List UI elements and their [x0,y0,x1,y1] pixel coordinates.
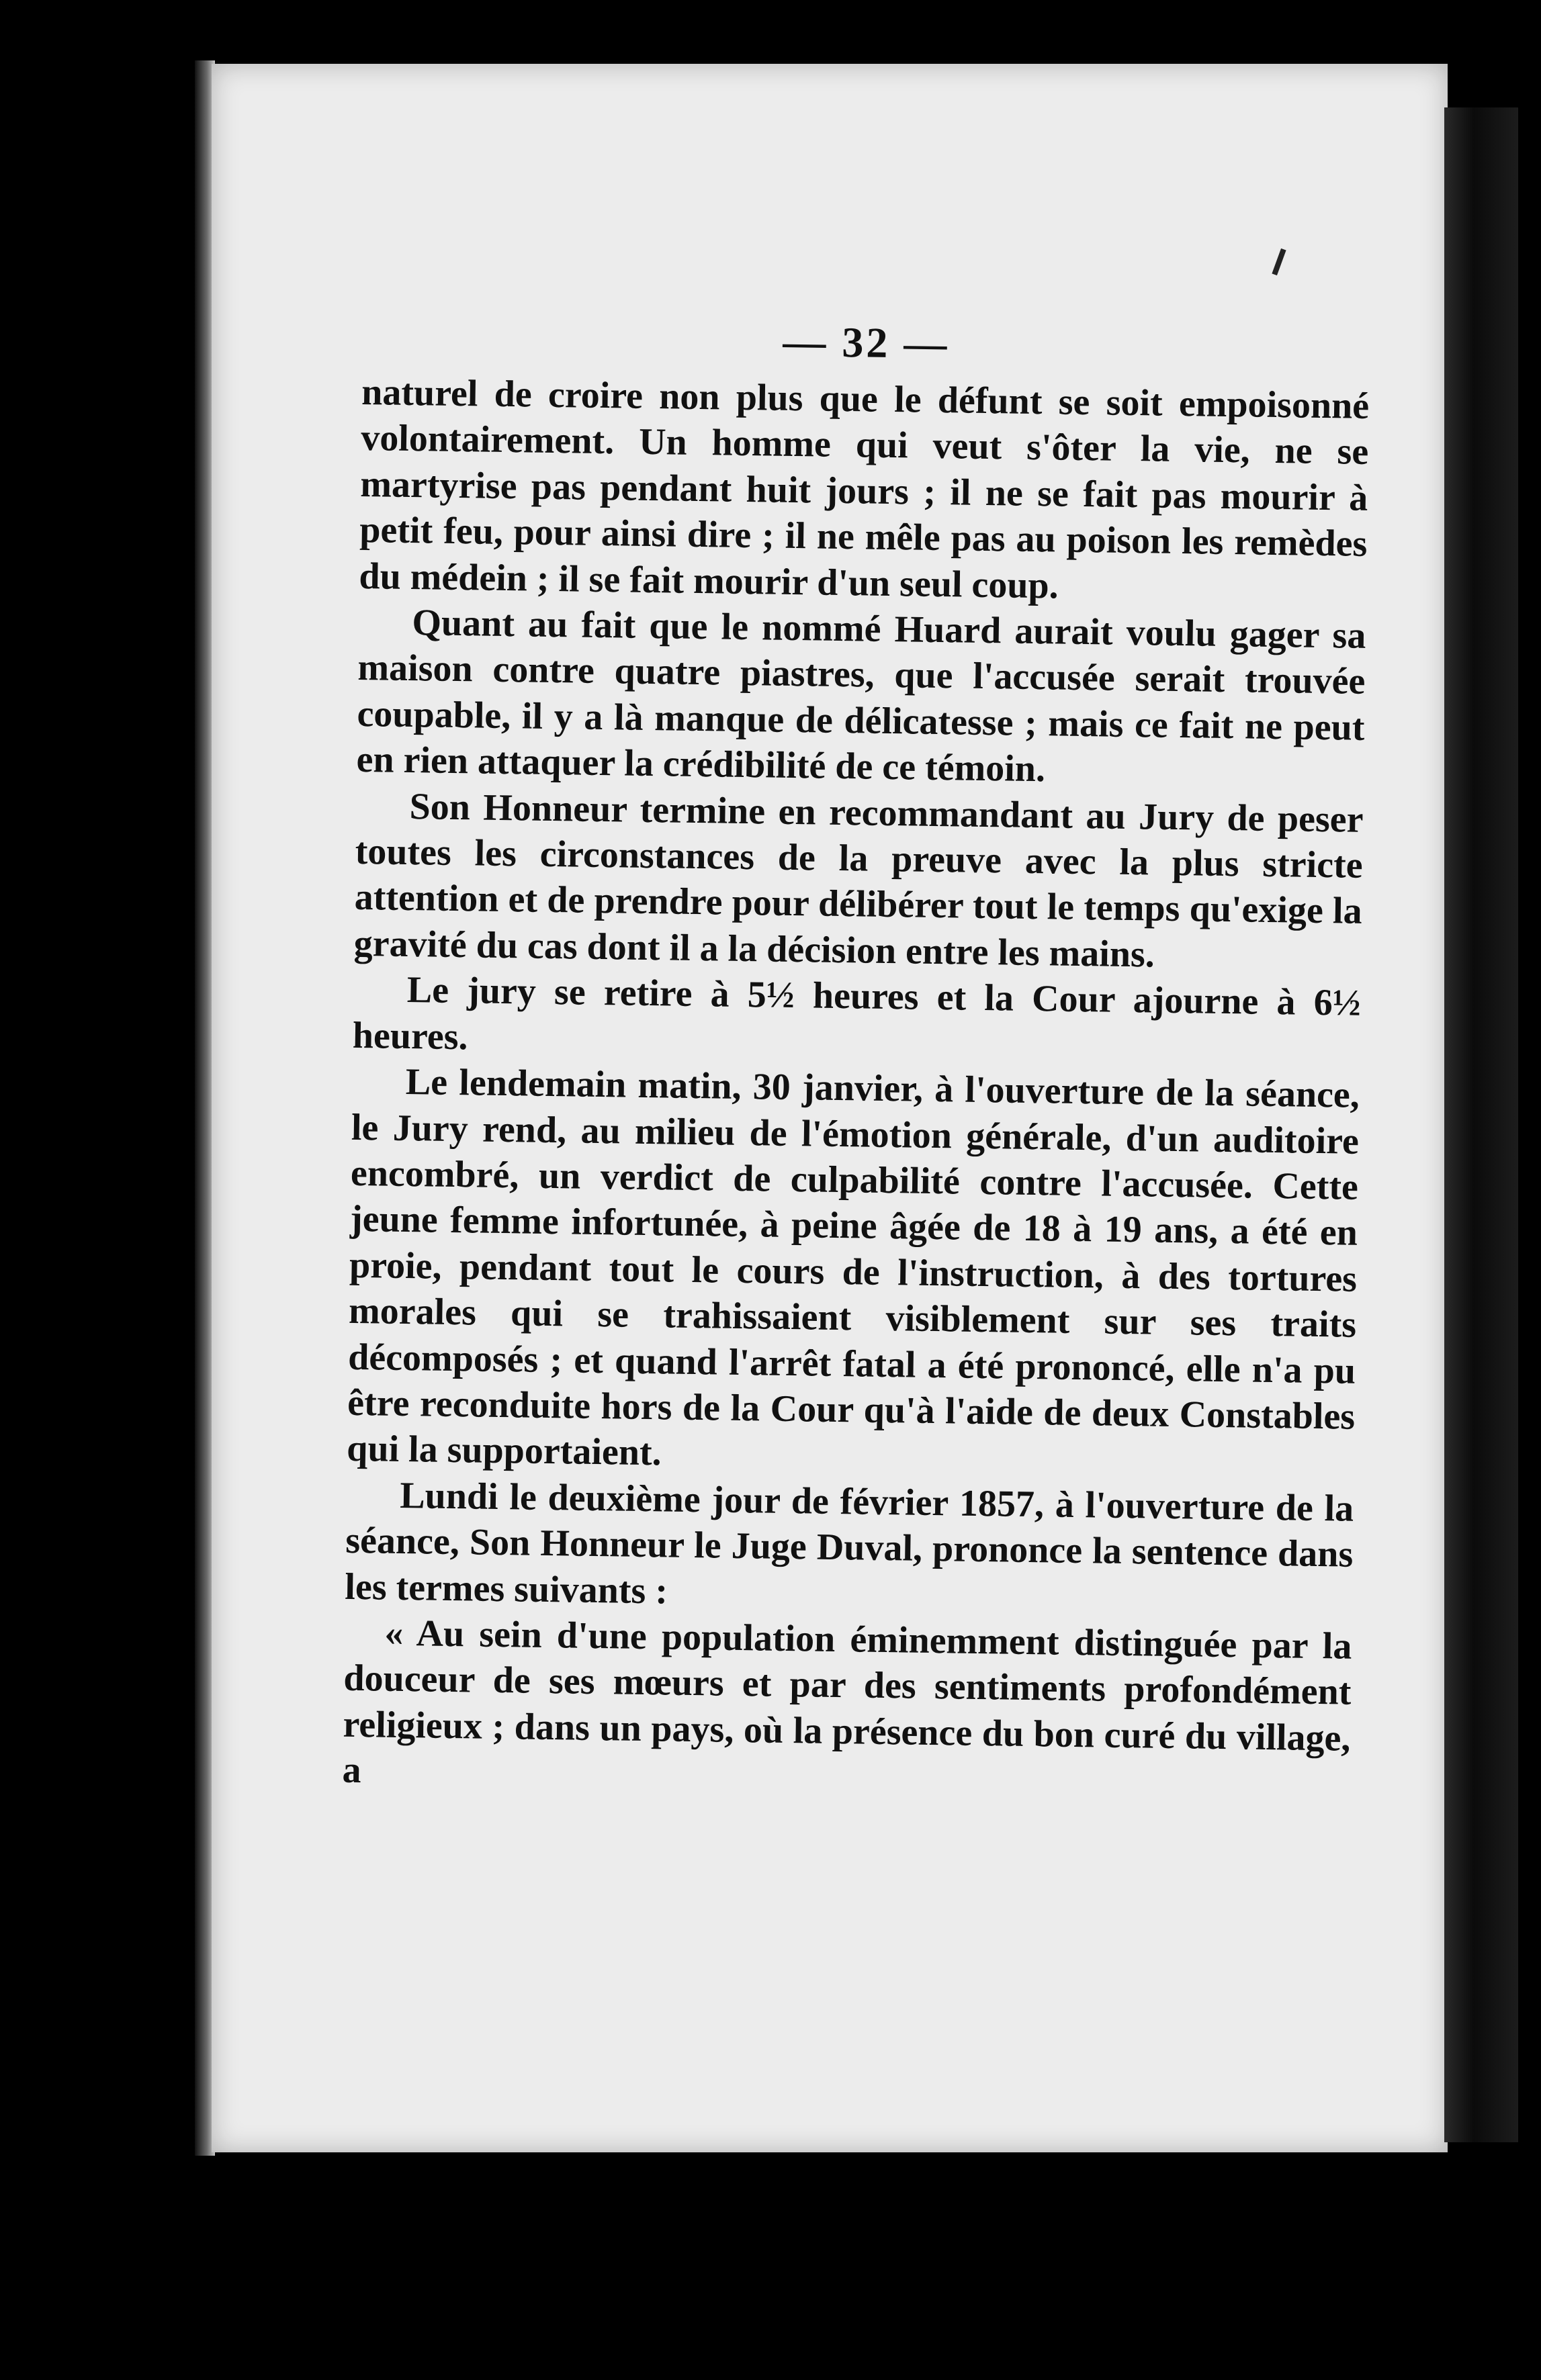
paragraph-7-quote: « Au sein d'une population éminemment distinguée par la douceur de ses mœurs et par des sentiments profondément religieux ; dans un pays, où la présence du bon curé du village, a [342,1612,1352,1792]
paragraph-1: naturel de croire non plus que le défunt se soit empoisonné volontairement. Un homme qui veut s'ôter la vie, ne se martyrise pas pendant huit jours ; il ne se fait pas mourir à petit feu, pour ainsi dire ; il ne mêle pas au poison les remèdes du médein ; il se fait mourir d'un seul coup. [359,371,1370,607]
paragraph-3: Son Honneur termine en recommandant au Jury de peser toutes les circonstances de la preuve avec la plus stricte attention et de prendre pour délibérer tout le temps qu'exige la gravité du cas dont il a la décision entre les mains. [353,785,1364,976]
page-number: — 32 — [782,317,950,368]
page-text-block [342,309,1370,1807]
book-page-edge [1444,107,1518,2142]
paragraph-6: Lundi le deuxième jour de février 1857, à l'ouverture de la séance, Son Honneur le Juge Duval, prononce la sentence dans les termes suivants : [345,1474,1354,1612]
paragraph-5: Le lendemain matin, 30 janvier, à l'ouverture de la séance, le Jury rend, au milieu de l'émotion générale, d'un auditoire encombré, un verdict de culpabilité contre l'accusée. Cette jeune femme infortunée, à peine âgée de 18 à 19 ans, a été en proie, pendant tout le cours de l'instruction, à des tortures morales qui se trahissaient visiblement sur ses traits décomposés ; et quand l'arrêt fatal a été prononcé, elle n'a pu être reconduite hors de la Cour qu'à l'aide de deux Constables qui la supportaient. [346,1061,1360,1474]
paragraph-4: Le jury se retire à 5½ heures et la Cour ajourne à 6½ heures. [352,969,1362,1058]
paragraph-2: Quant au fait que le nommé Huard aurait voulu gager sa maison contre quatre piastres, que l'accusée serait trouvée coupable, il y a là manque de délicatesse ; mais ce fait ne peut en rien attaquer la crédibilité de ce témoin. [356,602,1366,790]
